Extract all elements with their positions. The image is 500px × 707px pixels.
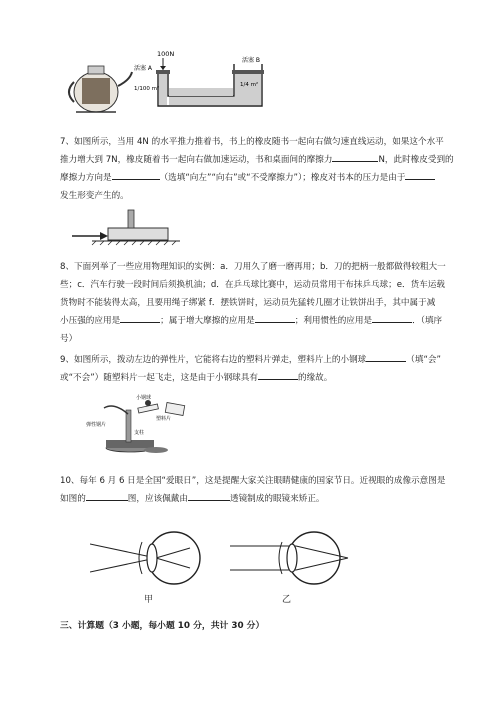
q9-line2 [60, 369, 470, 387]
answer-blank[interactable] [120, 313, 160, 323]
q9-text: （填“会” [406, 355, 441, 365]
spring-plate-figure [86, 394, 196, 454]
q7-text: N，此时橡皮受到的 [378, 155, 454, 165]
q7-line2 [60, 151, 470, 169]
q10-text: 透镜制成的眼镜来矫正。 [229, 494, 325, 504]
q8-text: 小压强的应用是 [60, 316, 121, 326]
book-eraser-figure [72, 206, 182, 246]
q10-text: 图，应该佩戴由 [127, 494, 188, 504]
answer-blank[interactable] [366, 352, 406, 362]
question-7 [60, 133, 470, 205]
force-label: 100N [157, 50, 175, 58]
piston-b-area: 1/4 m² [240, 82, 259, 88]
q8-line1: 8、下面列举了一些应用物理知识的实例：a．刀用久了磨一磨再用；b．刀的把柄一般都做得较粗大一 [60, 262, 446, 272]
question-10 [60, 472, 470, 508]
q9-text: 或“不会”）随塑料片一起飞走，这是由于小钢球具有 [60, 373, 258, 383]
q9-line1 [60, 351, 470, 369]
answer-blank[interactable] [86, 491, 128, 501]
q8-line3: 货物时不能装得太高，且要用绳子绑紧 f．摆铁饼时，运动员先猛转几圈才让铁饼出手，其中属于减 [60, 298, 436, 308]
q10-text: 如图的 [60, 494, 86, 504]
answer-blank[interactable] [255, 313, 295, 323]
piston-a-area: 1/100 m² [134, 86, 160, 92]
answer-blank[interactable] [405, 170, 435, 180]
piston-b-label: 活塞 B [242, 57, 261, 64]
q8-text: ．（填序 [412, 316, 443, 326]
answer-blank[interactable] [332, 152, 378, 162]
label-spring: 弹性钢片 [86, 422, 107, 428]
label-stand: 支柱 [134, 430, 145, 436]
q7-text: 推力增大到 7N，橡皮随着书一起向右做加速运动，书和桌面间的摩擦力 [60, 155, 333, 165]
q7-line3 [60, 169, 470, 187]
answer-blank[interactable] [258, 370, 298, 380]
label-plastic: 塑料片 [156, 416, 172, 422]
eye-diagram-jia [90, 528, 230, 590]
q7-line4: 发生形变产生的。 [60, 191, 129, 201]
caption-yi: 乙 [282, 595, 292, 605]
q7-text: （选填“向左”“向右”或“不受摩擦力”）；橡皮对书本的压力是由于 [159, 173, 406, 183]
q8-line4 [60, 312, 470, 330]
q8-line2: 些；c．汽车行驶一段时间后须换机油；d．在乒乓球比赛中，运动员常用干布抹乒乓球；e．货车运载 [60, 280, 446, 290]
teapot-drawing [69, 66, 132, 112]
q10-line1: 10、每年 6 月 6 日是全国“爱眼日”，这是提醒大家关注眼睛健康的国家节日。近视眼的成像示意图是 [60, 476, 446, 486]
q7-line1: 7、如图所示，当用 4N 的水平推力推着书，书上的橡皮随书一起向右做匀速直线运动，如果这个水平 [60, 137, 444, 147]
q8-text: ；利用惯性的应用是 [294, 316, 373, 326]
q8-text: ；属于增大摩擦的应用是 [160, 316, 255, 326]
q8-line5: 号） [60, 334, 78, 344]
label-ball: 小钢球 [136, 395, 152, 401]
section-3-heading: 三、计算题（3 小题，每小题 10 分，共计 30 分） [60, 621, 265, 631]
q7-text: 摩擦力方向是 [60, 173, 112, 183]
eye-diagram-yi [230, 528, 370, 590]
question-8 [60, 258, 470, 348]
question-9 [60, 351, 470, 387]
answer-blank[interactable] [112, 170, 160, 180]
q9-text: 的缘故。 [297, 373, 333, 383]
q10-line2 [60, 490, 470, 508]
answer-blank[interactable] [372, 313, 412, 323]
answer-blank[interactable] [188, 491, 230, 501]
q9-text: 9、如图所示，拨动左边的弹性片，它能将右边的塑料片弹走，塑料片上的小钢球 [60, 355, 367, 365]
hydraulic-figure [62, 48, 282, 120]
piston-a-label: 活塞 A [134, 65, 153, 72]
caption-jia: 甲 [144, 595, 154, 605]
